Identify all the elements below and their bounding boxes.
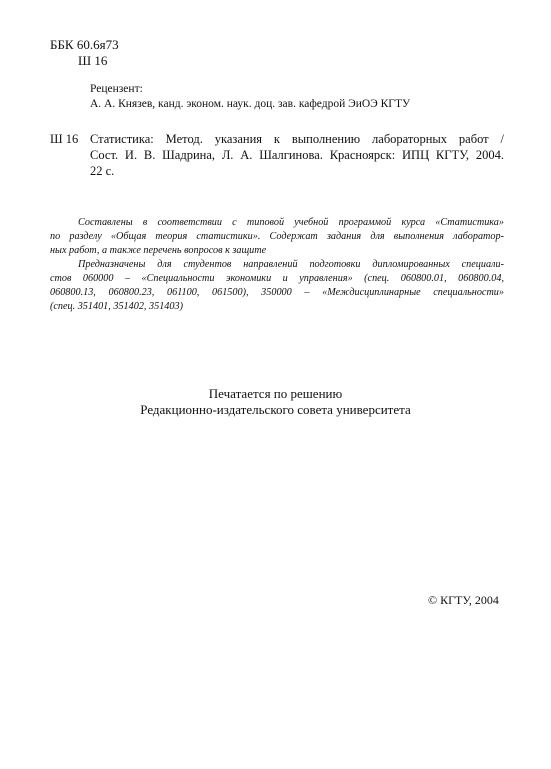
annotation-line: Составлены в соответствии с типовой учебной программой курса «Статистика» xyxy=(78,217,504,228)
annotation-line: ных работ, а также перечень вопросов к защите xyxy=(50,245,267,256)
biblio-line: 22 с. xyxy=(90,164,115,178)
annotation-line: (спец. 351401, 351402, 351403) xyxy=(50,301,183,312)
annotation xyxy=(50,216,504,314)
author-code: Ш 16 xyxy=(78,53,108,68)
biblio-author-code: Ш 16 xyxy=(50,132,79,146)
annotation-line: по разделу «Общая теория статистики». Содержат задания для выполнения лаборатор- xyxy=(50,231,504,242)
publication-approval xyxy=(0,386,551,418)
copyright-notice: © КГТУ, 2004 xyxy=(428,593,499,607)
biblio-line: Статистика: Метод. указания к выполнению лабораторных работ / xyxy=(90,132,504,146)
annotation-line: Предназначены для студентов направлений подготовки дипломированных специали- xyxy=(78,259,504,270)
annotation-line: 060800.13, 060800.23, 061100, 061500), 350000 – «Междисциплинарные специальности» xyxy=(50,287,504,298)
bbk-index: ББК 60.6я73 xyxy=(50,37,119,52)
bibliographic-record xyxy=(90,131,504,179)
reviewer-text: А. А. Князев, канд. эконом. наук. доц. зав. кафедрой ЭиОЭ КГТУ xyxy=(90,98,411,110)
reviewer-label: Рецензент: xyxy=(90,83,143,95)
approval-line: Редакционно-издательского совета университета xyxy=(140,402,411,417)
biblio-line: Сост. И. В. Шадрина, Л. А. Шалгинова. Красноярск: ИПЦ КГТУ, 2004. xyxy=(90,148,504,162)
annotation-line: стов 060000 – «Специальности экономики и управления» (спец. 060800.01, 060800.04, xyxy=(50,273,504,284)
approval-line: Печатается по решению xyxy=(208,386,343,401)
